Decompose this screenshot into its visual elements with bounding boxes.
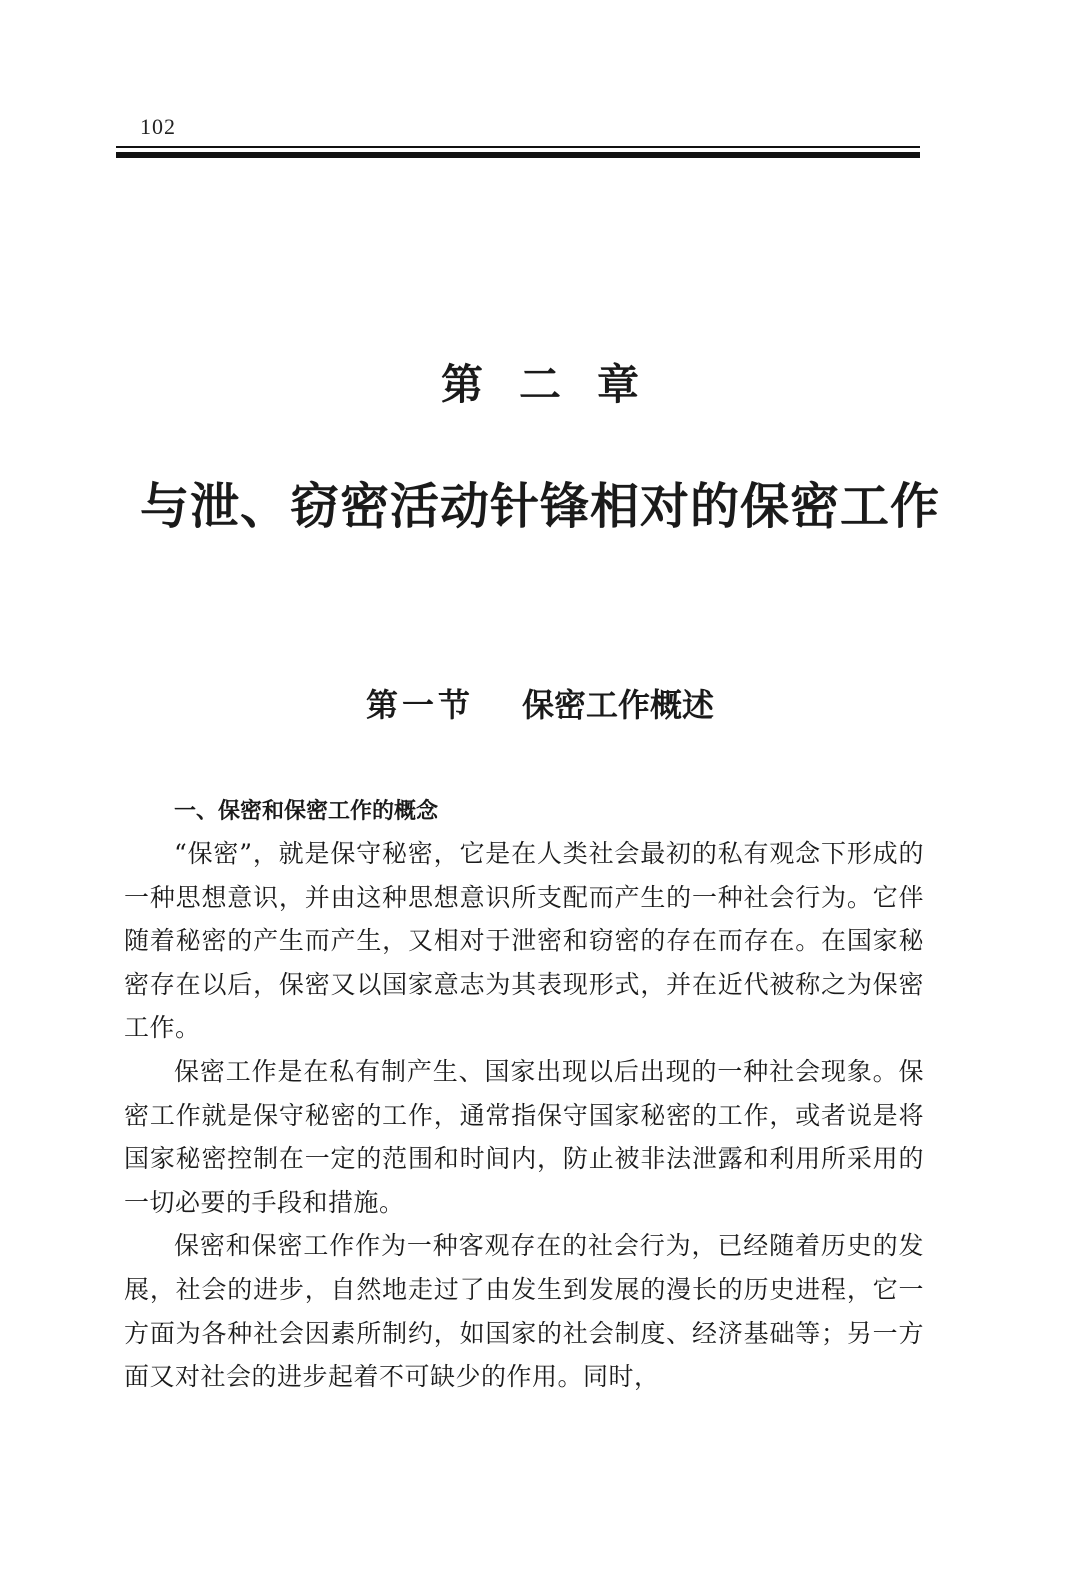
page-number: 102: [140, 114, 176, 139]
header-rule-thick: [116, 152, 920, 158]
header-rule-thin: [116, 146, 920, 148]
body-text: [124, 832, 924, 1399]
section-title: 保密工作概述: [522, 686, 715, 724]
paragraph: “保密”，就是保守秘密，它是在人类社会最初的私有观念下形成的一种思想意识，并由这种思想意识所支配而产生的一种社会行为。它伴随着秘密的产生而产生，又相对于泄密和窃密的存在而存在。在国家秘密存在以后，保密又以国家意志为其表现形式，并在近代被称之为保密工作。: [124, 839, 924, 1043]
section-heading: [0, 680, 1080, 726]
subsection-title: 一、保密和保密工作的概念: [174, 799, 439, 824]
chapter-title: 与泄、窃密活动针锋相对的保密工作: [139, 477, 940, 535]
section-label: 第一节: [365, 686, 474, 724]
chapter-number: 第二章: [440, 360, 675, 409]
paragraph: 保密和保密工作作为一种客观存在的社会行为，已经随着历史的发展，社会的进步，自然地走过了由发生到发展的漫长的历史进程，它一方面为各种社会因素所制约，如国家的社会制度、经济基础等；另一方面又对社会的进步起着不可缺少的作用。同时，: [124, 1231, 924, 1392]
paragraph: 保密工作是在私有制产生、国家出现以后出现的一种社会现象。保密工作就是保守秘密的工作，通常指保守国家秘密的工作，或者说是将国家秘密控制在一定的范围和时间内，防止被非法泄露和利用所采用的一切必要的手段和措施。: [124, 1056, 924, 1217]
